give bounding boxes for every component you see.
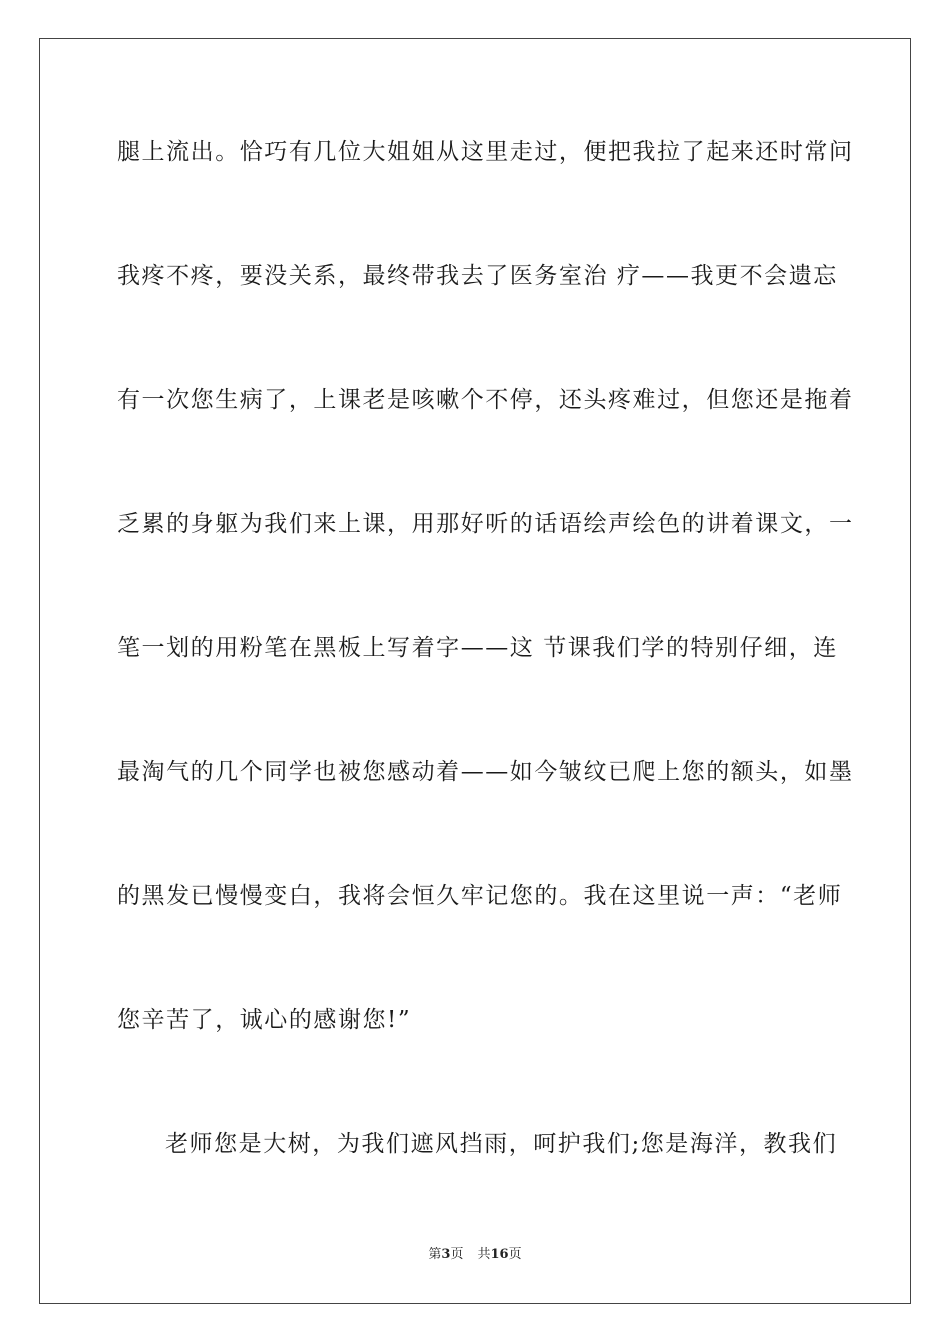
text-line-9: 老师您是大树，为我们遮风挡雨，呵护我们;您是海洋，教我们: [165, 1131, 838, 1157]
text-line-6: 最淘气的几个同学也被您感动着——如今皱纹已爬上您的额头，如墨: [117, 759, 854, 785]
page-footer: [0, 1246, 950, 1264]
text-line-5: 笔一划的用粉笔在黑板上写着字——这 节课我们学的特别仔细，连: [117, 635, 838, 661]
text-line-3: 有一次您生病了，上课老是咳嗽个不停，还头疼难过，但您还是拖着: [117, 387, 854, 413]
text-line-1: 腿上流出。恰巧有几位大姐姐从这里走过，便把我拉了起来还时常问: [117, 139, 854, 165]
page-unit: 页: [450, 1247, 464, 1262]
page-border: [39, 38, 911, 1304]
text-line-7: 的黑发已慢慢变白，我将会恒久牢记您的。我在这里说一声：“老师: [117, 883, 843, 909]
total-pages: 16: [490, 1247, 509, 1262]
text-line-8: 您辛苦了，诚心的感谢您!”: [117, 1007, 412, 1033]
total-unit: 页: [508, 1247, 522, 1262]
text-line-4: 乏累的身躯为我们来上课，用那好听的话语绘声绘色的讲着课文，一: [117, 511, 854, 537]
page-number: 3: [441, 1247, 451, 1262]
text-line-2: 我疼不疼，要没关系，最终带我去了医务室治 疗——我更不会遗忘: [117, 263, 838, 289]
page-prefix: 第: [428, 1247, 442, 1262]
total-prefix: 共: [477, 1247, 491, 1262]
